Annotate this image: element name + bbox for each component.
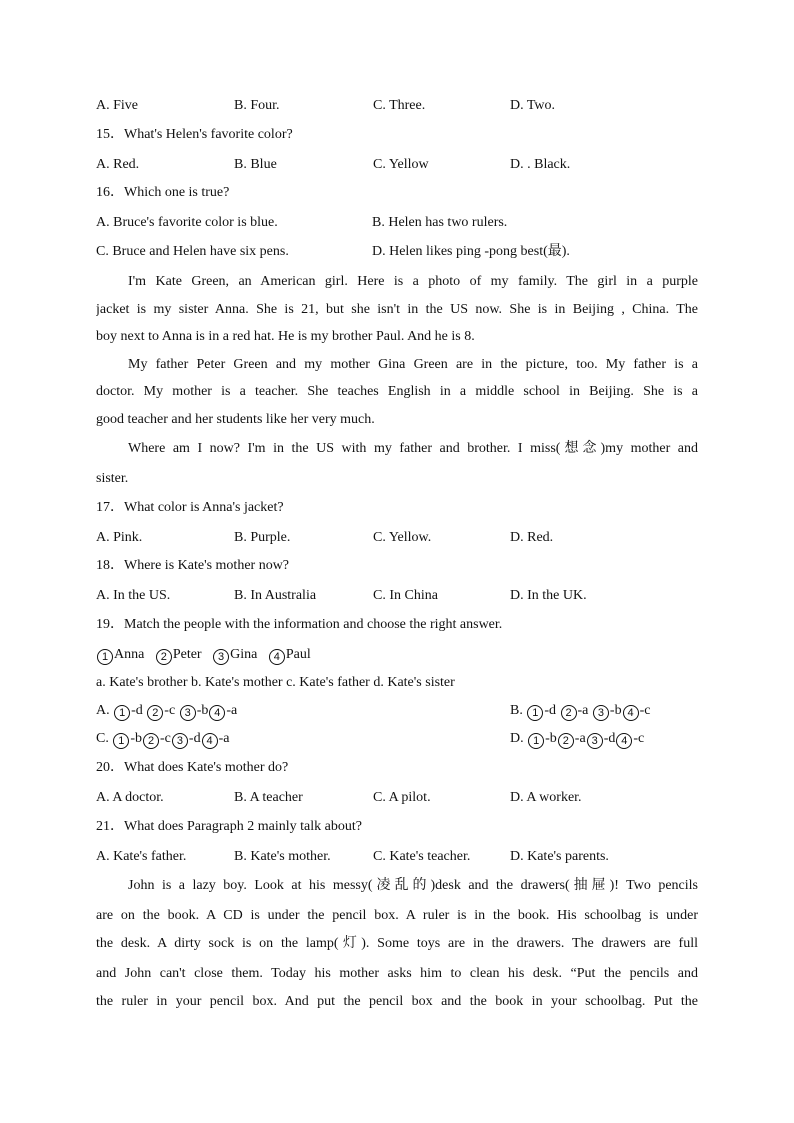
passage2-p2-line1: My father Peter Green and my mother Gina Green are in the picture, too. My father is a	[128, 357, 698, 372]
circled-number: 2	[156, 649, 172, 665]
q16-option-d: D. Helen likes ping -pong best(最).	[372, 244, 570, 259]
circled-number: 2	[558, 733, 574, 749]
circled-number: 3	[180, 705, 196, 721]
passage2-p1-line1: I'm Kate Green, an American girl. Here is a photo of my family. The girl in a purple	[128, 274, 698, 289]
q17-options	[96, 527, 698, 549]
q20-option-b: B. A teacher	[234, 790, 303, 805]
pair-label: -d	[603, 731, 616, 746]
circled-number: 1	[97, 649, 113, 665]
pair-label: -d	[544, 703, 557, 718]
q14-option-d: D. Two.	[510, 98, 556, 113]
option-letter: B.	[510, 703, 523, 718]
passage2-p3-line2: sister.	[96, 471, 129, 486]
q21-option-d: D. Kate's parents.	[510, 849, 609, 864]
q17-option-c: C. Yellow.	[373, 530, 432, 545]
pair-label: -a	[574, 731, 586, 746]
q20-option-c: C. A pilot.	[373, 790, 431, 805]
pair-label: -a	[218, 731, 230, 746]
q15-option-c: C. Yellow	[373, 157, 429, 172]
q21-option-c: C. Kate's teacher.	[373, 849, 471, 864]
q19-person-1	[96, 647, 144, 662]
option-letter: A.	[96, 703, 110, 718]
pair-label: -b	[196, 703, 209, 718]
passage2-p1-line3: boy next to Anna is in a red hat. He is my brother Paul. And he is 8.	[96, 329, 475, 344]
q17-option-a: A. Pink.	[96, 530, 143, 545]
pair-label: -b	[609, 703, 622, 718]
q20-option-d: D. A worker.	[510, 790, 582, 805]
q19-stem: 19．Match the people with the information and choose the right answer.	[96, 617, 503, 632]
q15-option-d: D. . Black.	[510, 157, 571, 172]
q19-person-2	[155, 647, 202, 662]
circled-number: 1	[113, 733, 129, 749]
passage3-line5: the ruler in your pencil box. And put the pencil box and the book in your schoolbag. Put the	[96, 994, 698, 1009]
q18-stem: 18．Where is Kate's mother now?	[96, 558, 290, 573]
person-name: Peter	[172, 647, 202, 662]
q16-stem: 16．Which one is true?	[96, 185, 230, 200]
q14-options	[96, 95, 698, 117]
q18-option-b: B. In Australia	[234, 588, 317, 603]
circled-number: 3	[587, 733, 603, 749]
passage3-line1: John is a lazy boy. Look at his messy(凌乱的)desk and the drawers(抽屉)! Two pencils	[128, 878, 698, 893]
q19-options-row2	[96, 728, 698, 750]
passage2-p1-line2: jacket is my sister Anna. She is 21, but she isn't in the US now. She is in Beijing , China. The	[96, 302, 698, 317]
q15-options	[96, 154, 698, 176]
passage2-p3-line1: Where am I now? I'm in the US with my father and brother. I miss(想念)my mother and	[128, 441, 698, 456]
person-name: Anna	[114, 647, 145, 662]
circled-number: 1	[527, 705, 543, 721]
q21-option-b: B. Kate's mother.	[234, 849, 331, 864]
q17-stem: 17．What color is Anna's jacket?	[96, 500, 284, 515]
circled-number: 4	[209, 705, 225, 721]
circled-number: 4	[202, 733, 218, 749]
q19-option-d	[510, 728, 644, 750]
pair-label: -d	[188, 731, 201, 746]
q16-options-row1	[96, 212, 698, 234]
pair-label: -c	[633, 731, 645, 746]
circled-number: 2	[143, 733, 159, 749]
q15-option-a: A. Red.	[96, 157, 140, 172]
circled-number: 1	[114, 705, 130, 721]
q18-option-d: D. In the UK.	[510, 588, 587, 603]
q21-option-a: A. Kate's father.	[96, 849, 187, 864]
q15-stem: 15．What's Helen's favorite color?	[96, 127, 293, 142]
pair-label: -d	[131, 703, 143, 718]
pair-label: -b	[130, 731, 143, 746]
pair-label: -b	[545, 731, 557, 746]
q18-option-a: A. In the US.	[96, 588, 171, 603]
q19-option-a	[96, 700, 237, 722]
person-name: Gina	[230, 647, 258, 662]
q16-options-row2	[96, 241, 698, 263]
circled-number: 3	[172, 733, 188, 749]
q20-stem: 20．What does Kate's mother do?	[96, 760, 289, 775]
passage3-line2: are on the book. A CD is under the pencil box. A ruler is in the book. His schoolbag is under	[96, 908, 698, 923]
q17-option-b: B. Purple.	[234, 530, 291, 545]
q17-option-d: D. Red.	[510, 530, 554, 545]
q14-option-c: C. Three.	[373, 98, 426, 113]
q20-options	[96, 787, 698, 809]
q16-option-b: B. Helen has two rulers.	[372, 215, 508, 230]
q20-option-a: A. A doctor.	[96, 790, 164, 805]
circled-number: 2	[147, 705, 163, 721]
q18-options	[96, 585, 698, 607]
q19-people	[96, 644, 698, 666]
circled-number: 4	[623, 705, 639, 721]
q18-option-c: C. In China	[373, 588, 438, 603]
passage3-line3: the desk. A dirty sock is on the lamp(灯). Some toys are in the drawers. The drawers are full	[96, 936, 698, 951]
person-name: Paul	[285, 647, 311, 662]
pair-label: -c	[639, 703, 651, 718]
q21-stem: 21．What does Paragraph 2 mainly talk about?	[96, 819, 362, 834]
pair-label: -a	[226, 703, 238, 718]
q19-options-row1	[96, 700, 698, 722]
pair-label: -c	[164, 703, 176, 718]
q19-person-3	[212, 647, 257, 662]
q21-options	[96, 846, 698, 868]
circled-number: 3	[593, 705, 609, 721]
q16-option-a: A. Bruce's favorite color is blue.	[96, 215, 278, 230]
pair-label: -c	[160, 731, 171, 746]
q19-info: a. Kate's brother b. Kate's mother c. Kate's father d. Kate's sister	[96, 675, 455, 690]
pair-label: -a	[577, 703, 589, 718]
q15-option-b: B. Blue	[234, 157, 277, 172]
circled-number: 3	[213, 649, 229, 665]
passage3-line4: and John can't close them. Today his mother asks him to clean his desk. “Put the pencils and	[96, 966, 698, 981]
circled-number: 4	[269, 649, 285, 665]
q14-option-b: B. Four.	[234, 98, 280, 113]
q14-option-a: A. Five	[96, 98, 138, 113]
option-letter: D.	[510, 731, 524, 746]
circled-number: 1	[528, 733, 544, 749]
passage2-p2-line3: good teacher and her students like her very much.	[96, 412, 375, 427]
circled-number: 4	[616, 733, 632, 749]
circled-number: 2	[561, 705, 577, 721]
q19-person-4	[268, 647, 311, 662]
passage2-p2-line2: doctor. My mother is a teacher. She teaches English in a middle school in Beijing. She is a	[96, 384, 698, 399]
q19-option-c	[96, 728, 229, 750]
q16-option-c: C. Bruce and Helen have six pens.	[96, 244, 289, 259]
option-letter: C.	[96, 731, 109, 746]
q19-option-b	[510, 700, 650, 722]
